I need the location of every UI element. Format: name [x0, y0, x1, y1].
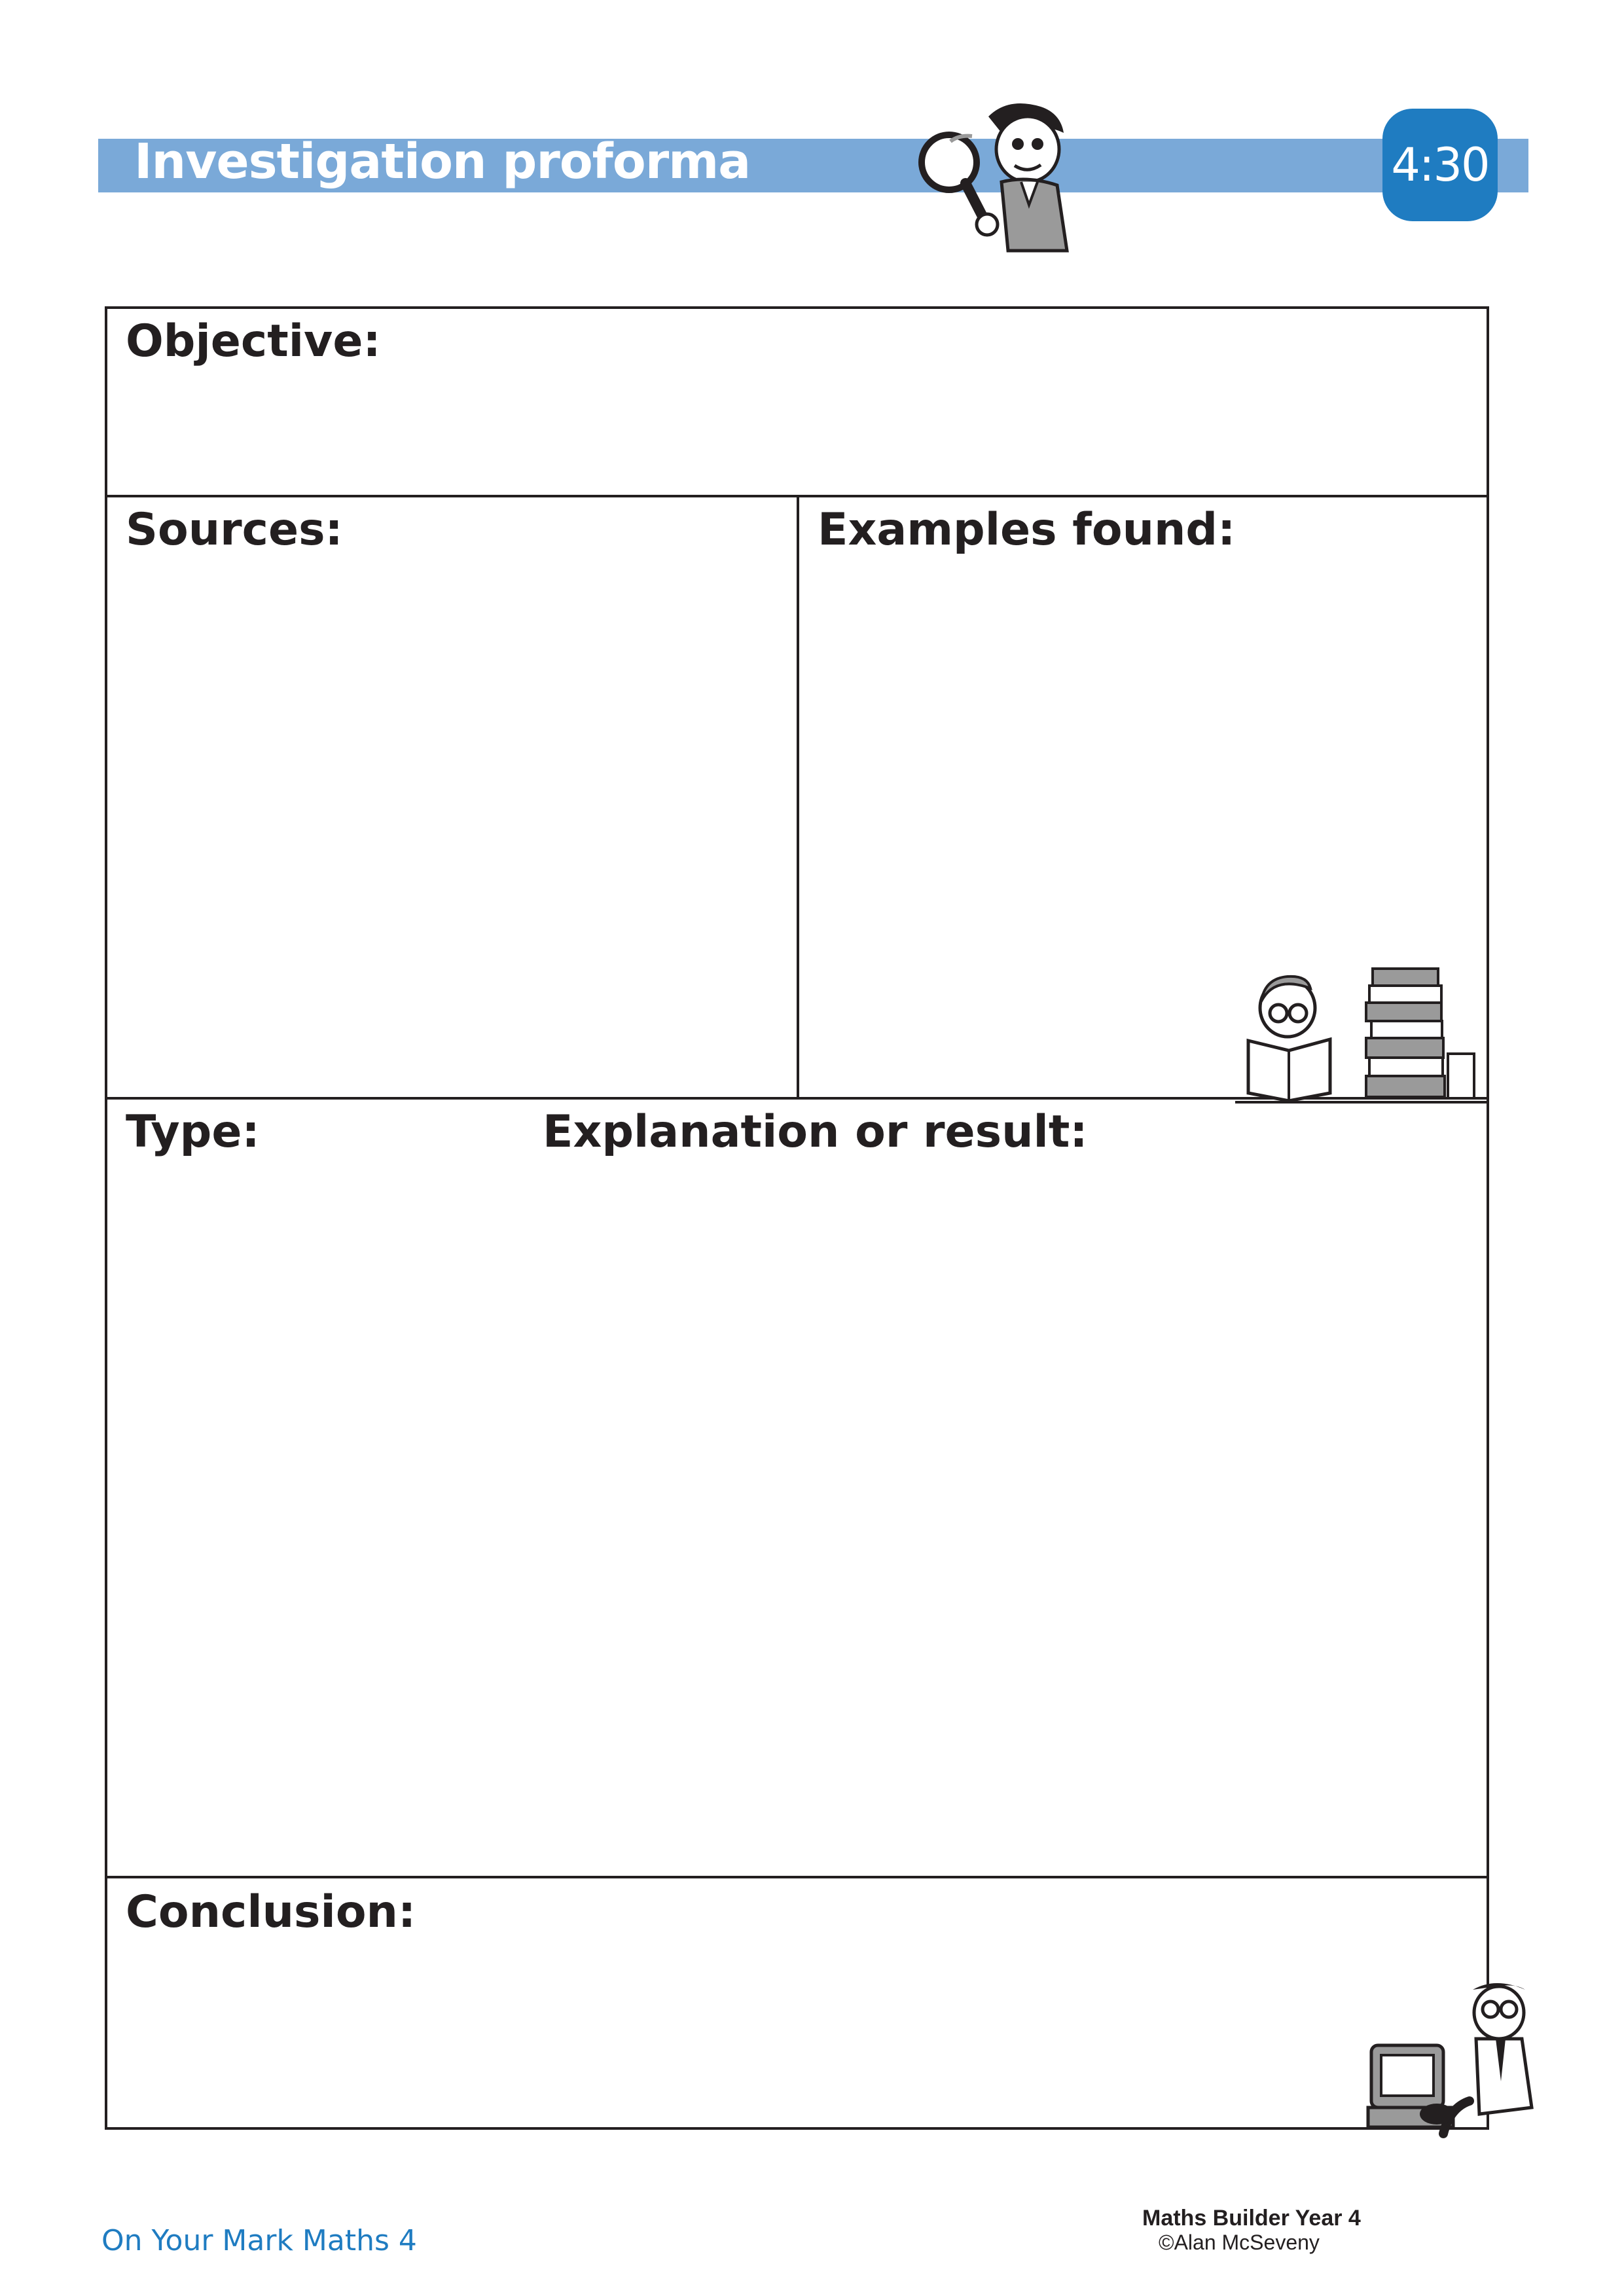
examples-found-label: Examples found: — [818, 504, 1236, 556]
boy-at-computer-icon — [1365, 1977, 1551, 2144]
boy-with-magnifying-glass-icon — [910, 97, 1087, 254]
page-title: Investigation proforma — [134, 134, 751, 190]
divider — [107, 1876, 1487, 1878]
activity-number: 4:30 — [1391, 138, 1489, 192]
investigation-form — [105, 306, 1489, 2130]
activity-number-badge — [1382, 109, 1498, 221]
footer-series-title: On Your Mark Maths 4 — [101, 2224, 417, 2257]
sources-label: Sources: — [126, 504, 343, 556]
footer-book-title: Maths Builder Year 4 — [1142, 2206, 1361, 2231]
type-label: Type: — [126, 1106, 260, 1158]
child-reading-with-books-icon — [1235, 962, 1489, 1106]
explanation-label: Explanation or result: — [543, 1106, 1088, 1158]
footer-copyright: ©Alan McSeveny — [1159, 2231, 1320, 2254]
conclusion-label: Conclusion: — [126, 1886, 416, 1938]
objective-label: Objective: — [126, 315, 381, 367]
divider — [797, 495, 799, 1100]
